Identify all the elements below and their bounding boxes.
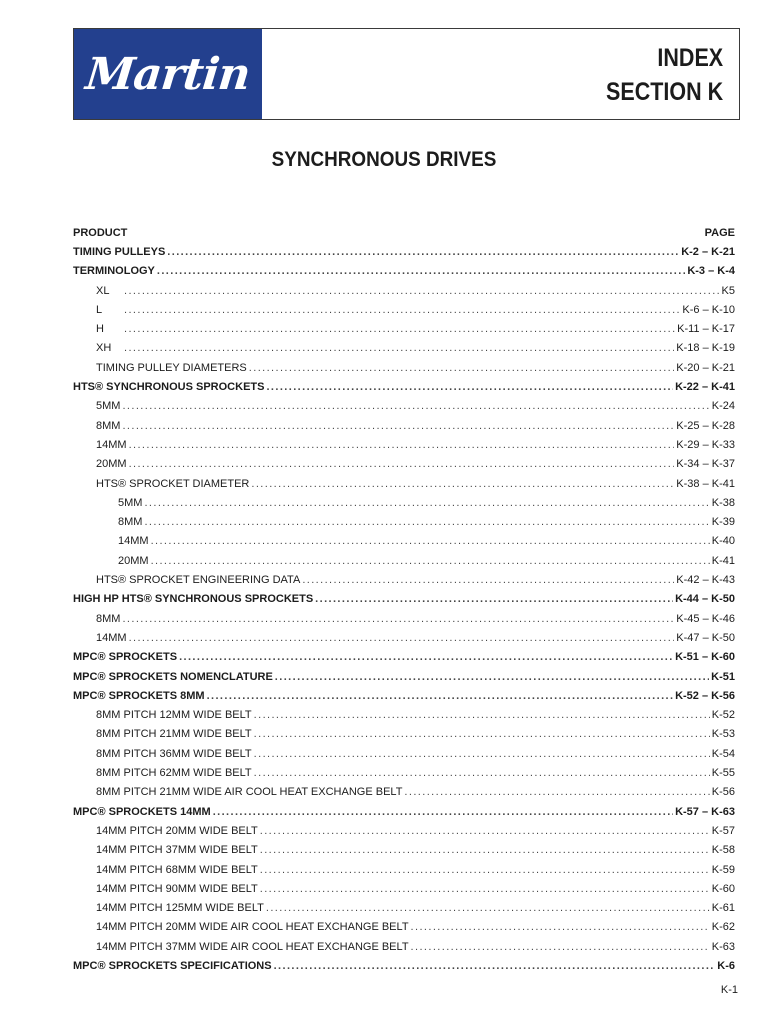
toc-leader-dots xyxy=(124,301,680,320)
toc-entry[interactable] xyxy=(73,552,735,571)
toc-entry-page: K-57 xyxy=(711,824,735,837)
toc-header xyxy=(73,224,735,243)
toc-leader-dots xyxy=(124,320,675,339)
footer-page-number: K-1 xyxy=(720,984,738,996)
toc-entry-label: TIMING PULLEYS xyxy=(73,246,166,258)
toc-entry-page: K-55 xyxy=(711,767,735,780)
toc-entry-page: K-57 – K-63 xyxy=(675,805,735,818)
toc-leader-dots xyxy=(213,803,673,822)
toc-entry-page: K-40 xyxy=(711,535,735,548)
page-title: SYNCHRONOUS DRIVES xyxy=(271,148,497,171)
index-title-line1: INDEX xyxy=(657,44,723,72)
toc-entry-label: HTS® SPROCKET ENGINEERING DATA xyxy=(96,574,301,587)
toc-entry[interactable] xyxy=(73,783,735,802)
toc-entry-page: K-45 – K-46 xyxy=(676,612,735,625)
toc-entry[interactable] xyxy=(73,745,735,764)
toc-leader-dots xyxy=(275,668,709,687)
toc-entry-label: 8MM xyxy=(96,419,121,432)
toc-entry-label: 14MM PITCH 37MM WIDE AIR COOL HEAT EXCHANGE BELT xyxy=(96,940,409,953)
toc-entry[interactable] xyxy=(73,417,735,436)
toc-entry-label: 14MM PITCH 90MM WIDE BELT xyxy=(96,882,258,895)
toc-entry-page: K-58 xyxy=(711,844,735,857)
toc-entry-label: MPC® SPROCKETS xyxy=(73,651,178,664)
toc-leader-dots xyxy=(254,725,710,744)
toc-entry-label: 14MM xyxy=(118,535,149,548)
toc-entry-page: K-47 – K-50 xyxy=(676,631,735,644)
toc-entry[interactable] xyxy=(73,822,735,841)
toc-leader-dots xyxy=(274,957,716,976)
toc-entry-label: 8MM PITCH 12MM WIDE BELT xyxy=(96,709,252,722)
toc-leader-dots xyxy=(260,841,710,860)
toc-entry[interactable] xyxy=(73,938,735,957)
toc-entry-label: HTS® SYNCHRONOUS SPROCKETS xyxy=(73,381,265,394)
toc-entry[interactable] xyxy=(73,861,735,880)
toc-entry-page: K-60 xyxy=(711,882,735,895)
index-title xyxy=(606,41,723,109)
toc-entry-label: H xyxy=(96,323,104,336)
toc-leader-dots xyxy=(254,745,710,764)
toc-entry-page: K-44 – K-50 xyxy=(675,593,735,606)
toc-column-page: PAGE xyxy=(704,227,735,239)
toc-entry-page: K-38 xyxy=(711,496,735,509)
toc-entry-page: K-24 xyxy=(711,400,735,413)
toc-leader-dots xyxy=(260,880,710,899)
toc-leader-dots xyxy=(260,822,710,841)
toc-entry-page: K-63 xyxy=(711,940,735,953)
toc-entry[interactable] xyxy=(73,436,735,455)
toc-entry-label: 20MM xyxy=(96,458,127,471)
toc-entry-page: K-2 – K-21 xyxy=(681,246,735,258)
toc-entry[interactable] xyxy=(73,803,735,822)
toc-entry[interactable] xyxy=(73,706,735,725)
toc-entry-page: K-52 xyxy=(711,709,735,722)
toc-leader-dots xyxy=(144,494,709,513)
toc-entry-label: MPC® SPROCKETS SPECIFICATIONS xyxy=(73,959,272,972)
toc-entry[interactable] xyxy=(73,339,735,358)
toc-entry[interactable] xyxy=(73,918,735,937)
toc-entry[interactable] xyxy=(73,475,735,494)
toc-entry-page: K-51 – K-60 xyxy=(675,651,735,664)
toc-leader-dots xyxy=(254,706,710,725)
toc-leader-dots xyxy=(254,764,710,783)
toc-entry[interactable] xyxy=(73,725,735,744)
toc-entry[interactable] xyxy=(73,629,735,648)
toc-leader-dots xyxy=(315,590,673,609)
toc-entry[interactable] xyxy=(73,668,735,687)
toc-leader-dots xyxy=(411,918,710,937)
toc-leader-dots xyxy=(167,243,679,262)
toc-leader-dots xyxy=(124,339,674,358)
logo-text: Martin xyxy=(83,48,253,100)
toc-entry-page: K-54 xyxy=(711,747,735,760)
toc-entry-page: K-29 – K-33 xyxy=(676,438,735,451)
toc-entry-page: K-61 xyxy=(711,902,735,915)
toc-entry-page: K-62 xyxy=(711,921,735,934)
toc-entry[interactable] xyxy=(73,648,735,667)
toc-leader-dots xyxy=(122,610,674,629)
toc-entry[interactable] xyxy=(73,513,735,532)
toc-entry-page: K-11 – K-17 xyxy=(677,323,735,336)
index-title-line2: SECTION K xyxy=(605,78,723,106)
toc-leader-dots xyxy=(151,552,710,571)
toc-entry-label: 8MM PITCH 21MM WIDE AIR COOL HEAT EXCHANGE BELT xyxy=(96,786,403,799)
toc-leader-dots xyxy=(207,687,674,706)
toc-entry[interactable] xyxy=(73,359,735,378)
toc-entry[interactable] xyxy=(73,455,735,474)
toc-entry-label: HTS® SPROCKET DIAMETER xyxy=(96,477,250,490)
toc-leader-dots xyxy=(411,938,710,957)
toc-column-product: PRODUCT xyxy=(73,227,128,239)
toc-leader-dots xyxy=(151,532,710,551)
toc-entry[interactable] xyxy=(73,262,735,281)
toc-entry-label: 14MM PITCH 20MM WIDE BELT xyxy=(96,824,258,837)
toc-entry[interactable] xyxy=(73,880,735,899)
toc-leader-dots xyxy=(302,571,674,590)
toc-entry-page: K-34 – K-37 xyxy=(676,458,735,471)
toc-leader-dots xyxy=(144,513,709,532)
toc-entry-label: 14MM PITCH 20MM WIDE AIR COOL HEAT EXCHANGE BELT xyxy=(96,921,409,934)
toc-leader-dots xyxy=(251,475,674,494)
toc-entry-label: L xyxy=(96,303,103,316)
toc-entry-page: K-6 – K-10 xyxy=(682,303,735,316)
toc-entry[interactable] xyxy=(73,320,735,339)
toc-entry-label: XH xyxy=(96,342,112,355)
toc-leader-dots xyxy=(266,899,710,918)
toc-leader-dots xyxy=(129,629,675,648)
toc-entry[interactable] xyxy=(73,532,735,551)
toc-entry-page: K5 xyxy=(721,284,735,297)
toc-entry[interactable] xyxy=(73,841,735,860)
toc-entry-label: 14MM PITCH 125MM WIDE BELT xyxy=(96,902,264,915)
toc-leader-dots xyxy=(266,378,673,397)
toc-entry-page: K-3 – K-4 xyxy=(687,265,735,278)
toc-entry-page: K-52 – K-56 xyxy=(675,689,735,702)
toc-entry[interactable] xyxy=(73,957,735,976)
toc-entry-page: K-59 xyxy=(711,863,735,876)
toc-leader-dots xyxy=(129,455,675,474)
toc-entry-page: K-42 – K-43 xyxy=(676,574,735,587)
toc-leader-dots xyxy=(122,397,709,416)
toc-entry-label: 5MM xyxy=(118,496,143,509)
toc-leader-dots xyxy=(122,417,674,436)
toc-entry-page: K-25 – K-28 xyxy=(676,419,735,432)
toc-entry-label: 14MM xyxy=(96,438,127,451)
toc-entry-page: K-6 xyxy=(717,959,735,972)
toc-leader-dots xyxy=(124,282,720,301)
toc-entry-label: TIMING PULLEY DIAMETERS xyxy=(96,361,247,374)
toc-entry-page: K-53 xyxy=(711,728,735,741)
toc-entry-page: K-20 – K-21 xyxy=(676,361,735,374)
toc-entry-page: K-38 – K-41 xyxy=(676,477,735,490)
toc-entry-label: 8MM PITCH 21MM WIDE BELT xyxy=(96,728,252,741)
toc-entry[interactable] xyxy=(73,590,735,609)
toc-entry-page: K-39 xyxy=(711,516,735,529)
toc-entry-label: MPC® SPROCKETS 14MM xyxy=(73,805,211,818)
toc-leader-dots xyxy=(249,359,675,378)
toc-leader-dots xyxy=(260,861,710,880)
toc-entry[interactable] xyxy=(73,282,735,301)
toc-entry-page: K-51 xyxy=(711,670,735,683)
toc-entry[interactable] xyxy=(73,243,735,262)
toc-leader-dots xyxy=(129,436,675,455)
toc-entry-label: XL xyxy=(96,284,110,297)
toc-entry[interactable] xyxy=(73,301,735,320)
toc-leader-dots xyxy=(404,783,709,802)
table-of-contents xyxy=(73,224,735,976)
toc-entry-label: 8MM PITCH 36MM WIDE BELT xyxy=(96,747,252,760)
header-box xyxy=(73,28,740,120)
toc-entry-page: K-22 – K-41 xyxy=(675,381,735,394)
toc-entry-label: 14MM xyxy=(96,631,127,644)
toc-entry-label: TERMINOLOGY xyxy=(73,265,155,278)
toc-entry[interactable] xyxy=(73,899,735,918)
toc-entry-page: K-41 xyxy=(711,554,735,567)
toc-entry[interactable] xyxy=(73,764,735,783)
toc-entry-label: 8MM xyxy=(96,612,121,625)
toc-entry-label: 14MM PITCH 68MM WIDE BELT xyxy=(96,863,258,876)
toc-entry-label: 20MM xyxy=(118,554,149,567)
toc-entry[interactable] xyxy=(73,610,735,629)
toc-entry-label: MPC® SPROCKETS NOMENCLATURE xyxy=(73,670,273,683)
toc-entry-label: MPC® SPROCKETS 8MM xyxy=(73,689,205,702)
toc-leader-dots xyxy=(179,648,673,667)
toc-entry[interactable] xyxy=(73,571,735,590)
toc-leader-dots xyxy=(157,262,685,281)
toc-entry-label: HIGH HP HTS® SYNCHRONOUS SPROCKETS xyxy=(73,593,314,606)
toc-entry[interactable] xyxy=(73,378,735,397)
martin-logo xyxy=(74,29,262,119)
toc-entry-label: 14MM PITCH 37MM WIDE BELT xyxy=(96,844,258,857)
toc-entry-page: K-18 – K-19 xyxy=(676,342,735,355)
toc-entry[interactable] xyxy=(73,687,735,706)
toc-entry-page: K-56 xyxy=(711,786,735,799)
toc-entry[interactable] xyxy=(73,397,735,416)
toc-entry-label: 5MM xyxy=(96,400,121,413)
toc-rows xyxy=(73,243,735,976)
toc-entry-label: 8MM xyxy=(118,516,143,529)
toc-entry[interactable] xyxy=(73,494,735,513)
toc-entry-label: 8MM PITCH 62MM WIDE BELT xyxy=(96,767,252,780)
